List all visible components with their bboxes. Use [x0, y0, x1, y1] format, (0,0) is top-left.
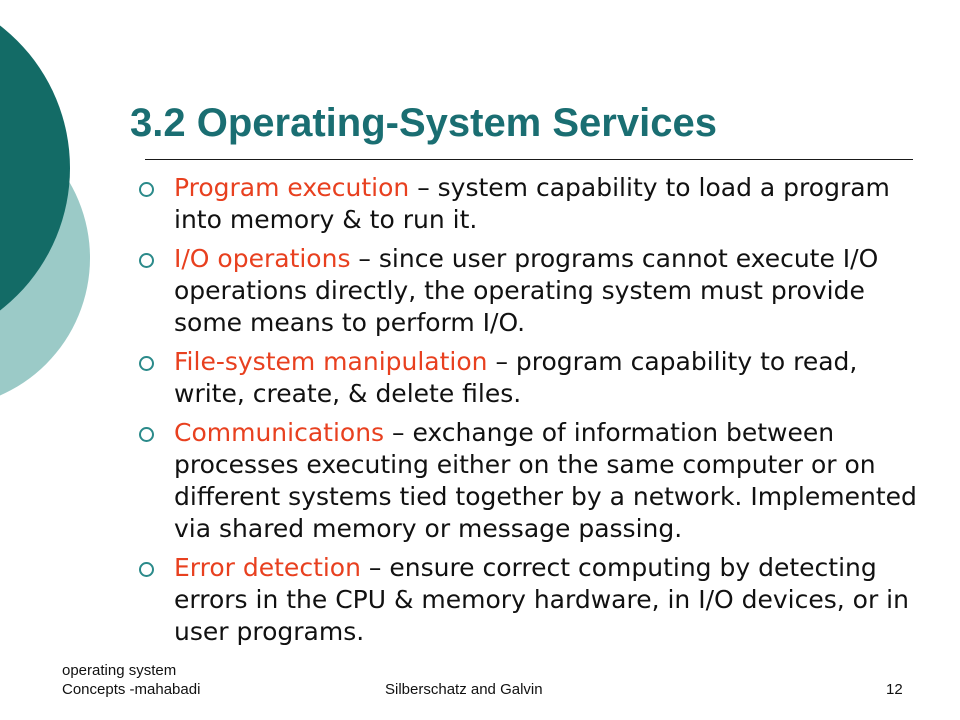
bullet-list: [138, 172, 918, 655]
bullet-term: Communications: [174, 418, 385, 447]
footer-authors: Silberschatz and Galvin: [385, 681, 543, 698]
bullet-text: – since user programs cannot execute I/O operations directly, the operating system must provide some means to perform I/O.: [174, 244, 879, 337]
slide-title: 3.2 Operating-System Services: [130, 101, 717, 145]
bullet-term: Error detection: [174, 553, 361, 582]
ring-bullet-icon: [139, 253, 154, 268]
title-divider: [145, 159, 913, 160]
bullet-item: [138, 172, 918, 236]
light-teal-circle: [0, 108, 90, 408]
bullet-term: I/O operations: [174, 244, 351, 273]
bullet-text: – exchange of information between processes executing either on the same computer or on different systems tied together by a network. Implemented via shared memory or message passing.: [174, 418, 917, 543]
bullet-term: File-system manipulation: [174, 347, 488, 376]
bullet-term: Program execution: [174, 173, 410, 202]
ring-bullet-icon: [139, 427, 154, 442]
bullet-item: [138, 346, 918, 410]
footer-course-line: operating system: [62, 662, 177, 679]
bullet-text: – system capability to load a program into memory & to run it.: [174, 173, 890, 234]
ring-bullet-icon: [139, 562, 154, 577]
footer-course-label: [62, 661, 200, 699]
bullet-text: – program capability to read, write, create, & delete files.: [174, 347, 858, 408]
dark-teal-circle: [0, 0, 70, 348]
bullet-item: [138, 417, 918, 545]
ring-bullet-icon: [139, 356, 154, 371]
ring-bullet-icon: [139, 182, 154, 197]
footer-course-line: Concepts -mahabadi: [62, 681, 201, 698]
page-number: 12: [886, 681, 903, 698]
bullet-item: [138, 243, 918, 339]
bullet-item: [138, 552, 918, 648]
bullet-text: – ensure correct computing by detecting errors in the CPU & memory hardware, in I/O devices, or in user programs.: [174, 553, 909, 646]
